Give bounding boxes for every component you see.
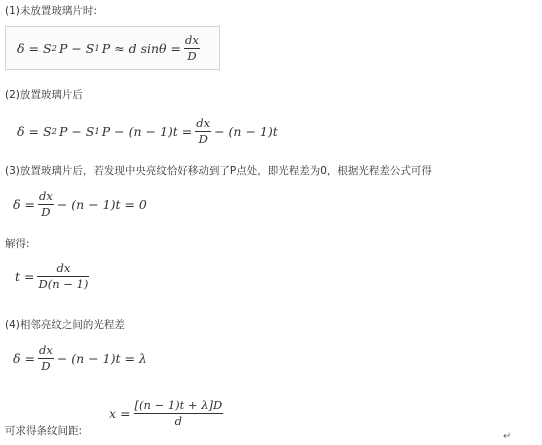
eq5-lhs: δ =	[13, 351, 35, 366]
equation-1	[17, 34, 203, 63]
eq2-rhs: P − (n − 1)t =	[101, 124, 193, 139]
eq2-fraction	[195, 117, 211, 146]
eq6-numerator: [(n − 1)t + λ]D	[134, 398, 223, 412]
heading-part-3: (3)放置玻璃片后，若发现中央亮纹恰好移动到了P点处，即光程差为0，根据光程差公式可得	[5, 165, 432, 177]
eq1-fraction	[184, 34, 200, 63]
paragraph-return-icon: ↵	[503, 431, 512, 442]
eq5-fraction	[38, 344, 54, 373]
eq1-sub-1: 1	[94, 43, 100, 54]
eq3-tail: − (n − 1)t = 0	[56, 197, 147, 212]
eq3-lhs: δ =	[13, 197, 35, 212]
eq3-denominator: D	[41, 205, 51, 219]
eq1-rhs: P ≈ d sinθ =	[101, 41, 182, 56]
heading-part-1: (1)未放置玻璃片时:	[5, 5, 97, 17]
eq4-lhs: t =	[15, 269, 35, 284]
eq2-denominator: D	[198, 132, 208, 146]
eq4-fraction	[37, 262, 89, 291]
eq3-fraction	[38, 190, 54, 219]
eq2-sub-1: 1	[94, 126, 100, 137]
eq6-lhs: x =	[109, 406, 131, 421]
eq5-numerator: dx	[38, 343, 53, 357]
eq2-sub-2: 2	[51, 126, 57, 137]
eq1-denominator: D	[187, 49, 197, 63]
eq1-lhs: δ = S	[17, 41, 52, 56]
heading-fringe-spacing: 可求得条纹间距:	[5, 425, 83, 437]
eq2-lhs: δ = S	[17, 124, 52, 139]
eq1-numerator: dx	[185, 33, 199, 47]
eq1-sub-2: 2	[51, 43, 57, 54]
equation-5	[13, 344, 147, 373]
equation-4	[15, 262, 92, 291]
eq2-mid: P − S	[58, 124, 95, 139]
eq3-numerator: dx	[38, 189, 53, 203]
heading-part-2: (2)放置玻璃片后	[5, 89, 83, 101]
eq6-denominator: d	[174, 414, 183, 428]
equation-2	[17, 117, 278, 146]
eq2-tail: − (n − 1)t	[214, 124, 278, 139]
eq2-numerator: dx	[196, 116, 211, 130]
eq5-denominator: D	[41, 359, 51, 373]
eq6-fraction	[134, 399, 224, 428]
heading-solve: 解得:	[5, 238, 30, 250]
equation-3	[13, 190, 147, 219]
equation-6	[109, 399, 226, 428]
eq1-mid: P − S	[58, 41, 95, 56]
eq4-numerator: dx	[56, 261, 71, 275]
eq5-tail: − (n − 1)t = λ	[56, 351, 147, 366]
heading-part-4: (4)相邻亮纹之间的光程差	[5, 319, 125, 331]
eq4-denominator: D(n − 1)	[38, 277, 89, 291]
